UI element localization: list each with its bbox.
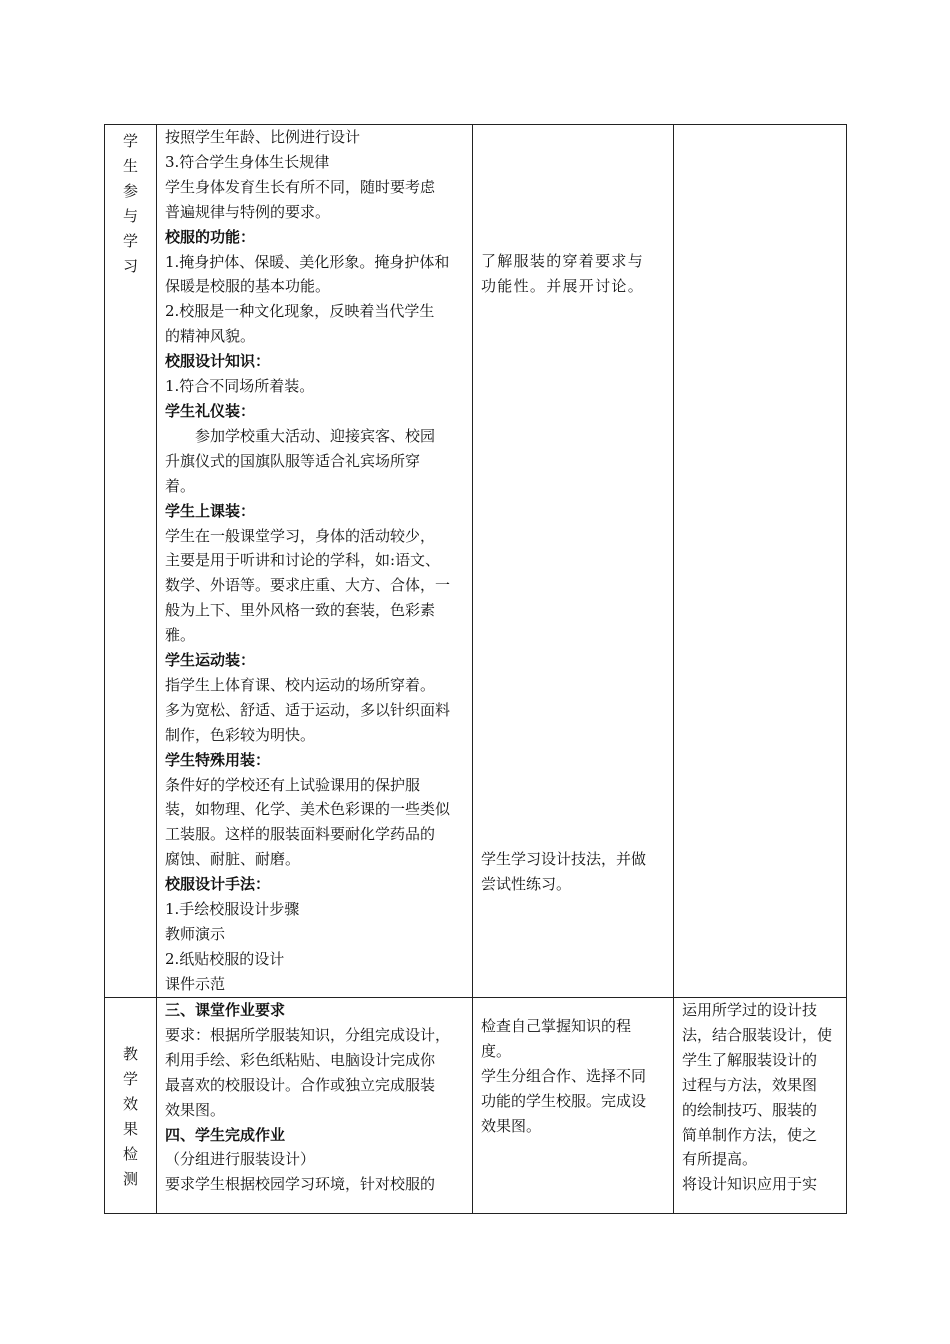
note-line: 简单制作方法，使之 — [682, 1125, 818, 1144]
note-line: 过程与方法，效果图 — [682, 1075, 818, 1094]
content-line: 2.校服是一种文化现象，反映着当代学生 — [165, 302, 435, 321]
content-line: 1.掩身护体、保暖、美化形象。掩身护体和 — [165, 252, 450, 271]
content-line: 数学、外语等。要求庄重、大方、合体，一 — [165, 576, 451, 595]
section-heading: 学生特殊用装： — [165, 750, 271, 769]
teaching-content-cell — [157, 125, 473, 998]
activity-line: 学生分组合作、选择不同 — [481, 1066, 647, 1085]
content-line: 3.符合学生身体生长规律 — [165, 152, 330, 171]
label-char: 学 — [122, 132, 138, 150]
content-line: 学生身体发育生长有所不同，随时要考虑 — [165, 177, 436, 196]
label-char: 生 — [122, 156, 138, 175]
content-line: 要求学生根据校园学习环境，针对校服的 — [165, 1175, 436, 1194]
content-line: 利用手绘、彩色纸粘贴、电脑设计完成你 — [165, 1050, 436, 1069]
label-char: 习 — [122, 256, 138, 275]
content-line: 腐蚀、耐脏、耐磨。 — [165, 850, 301, 869]
label-char: 学 — [122, 231, 138, 250]
content-line: 般为上下、里外风格一致的套装，色彩素 — [165, 601, 436, 620]
homework-content-cell — [157, 998, 473, 1214]
content-line: 课件示范 — [165, 974, 226, 993]
section-heading: 校服的功能： — [165, 227, 256, 246]
activity-line: 了解服装的穿着要求与 — [481, 252, 645, 270]
label-char: 检 — [122, 1144, 138, 1163]
content-line: 保暖是校服的基本功能。 — [165, 277, 331, 296]
content-line: 教师演示 — [165, 925, 226, 943]
content-line: 着。 — [165, 476, 196, 495]
section-heading: 校服设计手法： — [165, 875, 271, 894]
content-line: 普遍规律与特例的要求。 — [165, 202, 331, 221]
section-heading: 校服设计知识： — [165, 352, 271, 371]
note-line: 的绘制技巧、服装的 — [682, 1100, 818, 1119]
section-heading: 四、学生完成作业 — [165, 1125, 286, 1144]
content-line: 要求：根据所学服装知识，分组完成设计， — [165, 1025, 451, 1044]
section-heading: 学生运动装： — [165, 651, 256, 670]
label-student-participation — [105, 125, 157, 998]
student-activity-cell-2 — [473, 998, 674, 1214]
activity-line: 功能的学生校服。完成设 — [481, 1091, 647, 1110]
label-char: 学 — [122, 1069, 138, 1088]
content-line: 参加学校重大活动、迎接宾客、校园 — [195, 426, 436, 445]
content-line: 1.符合不同场所着装。 — [165, 377, 315, 396]
content-line: 工装服。这样的服装面料要耐化学药品的 — [165, 825, 436, 844]
content-line: 升旗仪式的国旗队服等适合礼宾场所穿 — [165, 451, 421, 470]
content-line: 指学生上体育课、校内运动的场所穿着。 — [165, 675, 436, 694]
activity-line: 度。 — [481, 1041, 512, 1060]
content-line: 条件好的学校还有上试验课用的保护服 — [165, 775, 421, 794]
section-heading: 三、课堂作业要求 — [165, 1001, 286, 1019]
activity-line: 效果图。 — [481, 1116, 542, 1135]
content-line: 雅。 — [165, 626, 196, 645]
content-line: 1.手绘校服设计步骤 — [165, 900, 300, 919]
activity-line: 尝试性练习。 — [481, 874, 572, 893]
label-char: 教 — [122, 1045, 138, 1063]
note-line: 法，结合服装设计，使 — [682, 1025, 833, 1044]
label-teaching-effect-check — [105, 998, 157, 1214]
section-heading: 学生上课装： — [165, 501, 256, 520]
note-line: 学生了解服装设计的 — [682, 1050, 818, 1069]
content-line: 最喜欢的校服设计。合作或独立完成服装 — [165, 1075, 436, 1094]
note-line: 运用所学过的设计技 — [682, 1001, 818, 1019]
note-line: 将设计知识应用于实 — [682, 1175, 818, 1194]
row-teaching-effect-check — [105, 998, 847, 1214]
activity-line: 学生学习设计技法，并做 — [481, 849, 647, 868]
activity-line: 检查自己掌握知识的程 — [481, 1017, 632, 1035]
content-line: 装，如物理、化学、美术色彩课的一些类似 — [165, 800, 451, 819]
content-line: 多为宽松、舒适、适于运动，多以针织面料 — [165, 700, 451, 719]
content-line: 主要是用于听讲和讨论的学科，如:语文、 — [165, 551, 441, 570]
label-char: 果 — [122, 1119, 138, 1138]
student-activity-cell — [473, 125, 674, 998]
note-line: 有所提高。 — [682, 1150, 758, 1169]
content-line: 制作，色彩较为明快。 — [165, 725, 316, 744]
label-char: 测 — [122, 1169, 138, 1188]
label-char: 与 — [122, 206, 138, 225]
activity-line: 功能性。并展开讨论。 — [481, 276, 645, 295]
label-char: 参 — [122, 181, 138, 200]
content-line: （分组进行服装设计） — [165, 1150, 316, 1169]
label-char: 效 — [122, 1094, 138, 1113]
content-line: 按照学生年龄、比例进行设计 — [165, 128, 361, 146]
content-line: 学生在一般课堂学习，身体的活动较少， — [165, 526, 436, 545]
content-line: 2.纸贴校服的设计 — [165, 949, 285, 968]
lesson-plan-table — [104, 124, 847, 1214]
section-heading: 学生礼仪装： — [165, 401, 256, 420]
row-student-participation — [105, 125, 847, 998]
design-intent-cell-2 — [674, 998, 847, 1214]
content-line: 的精神风貌。 — [165, 327, 256, 346]
content-line: 效果图。 — [165, 1100, 226, 1119]
design-intent-cell — [674, 125, 847, 998]
